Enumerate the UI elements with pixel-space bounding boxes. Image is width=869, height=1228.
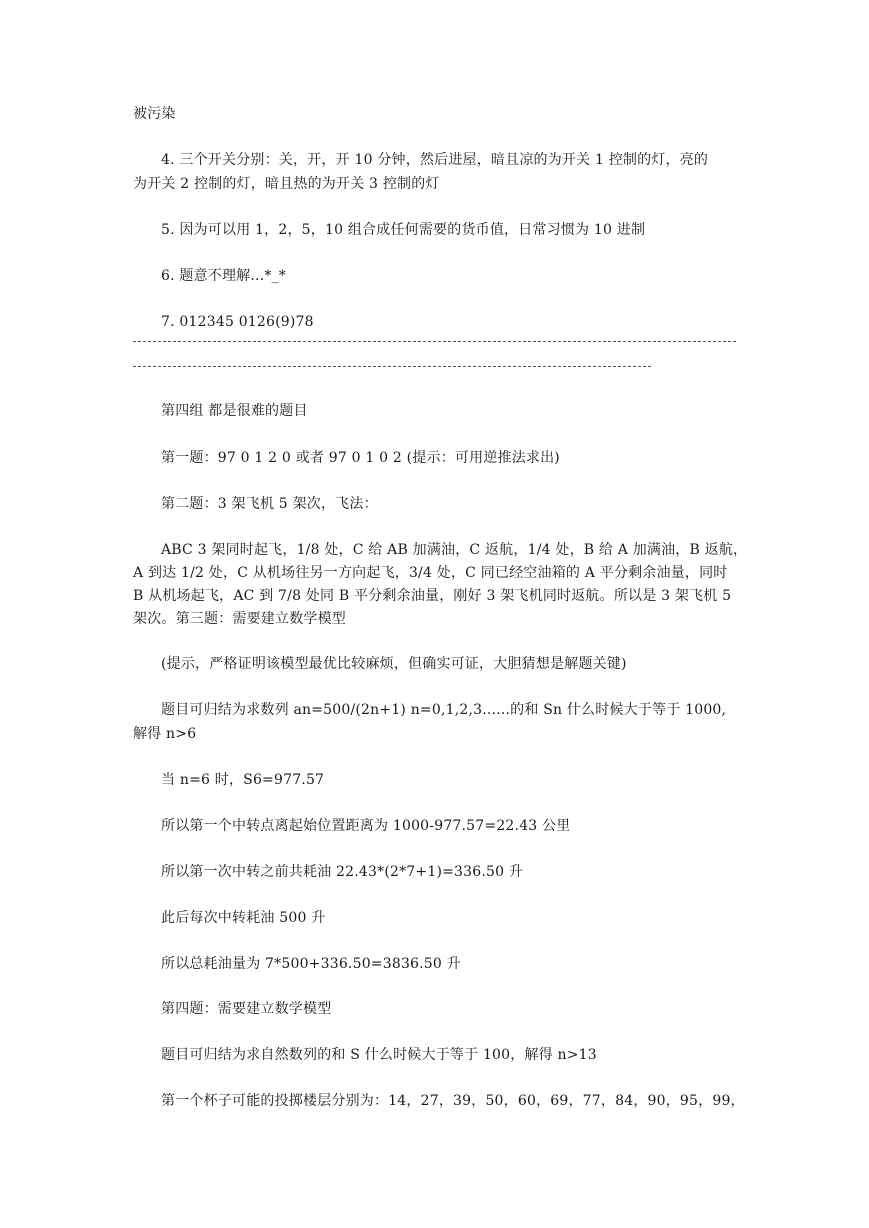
hint-line: (提示，严格证明该模型最优比较麻烦，但确实可证，大胆猜想是解题关键) bbox=[161, 656, 627, 672]
answer-4-line-2: 为开关 2 控制的灯，暗且热的为开关 3 控制的灯 bbox=[133, 176, 440, 192]
text-line: 被污染 bbox=[133, 106, 176, 122]
text-line: 第一个杯子可能的投掷楼层分别为：14，27，39，50，60，69，77，84，90，95，99， bbox=[161, 1093, 745, 1109]
question-2-line-2: A 到达 1/2 处，C 从机场往另一方向起飞，3/4 处，C 同已经空油箱的 A 平分剩余油量，同时 bbox=[133, 565, 728, 581]
text-line: 此后每次中转耗油 500 升 bbox=[161, 910, 326, 926]
text-line: 解得 n>6 bbox=[133, 726, 197, 742]
section-heading: 第四组 都是很难的题目 bbox=[161, 403, 308, 419]
dashed-separator bbox=[133, 341, 736, 342]
text-line: 所以第一次中转之前共耗油 22.43*(2*7+1)=336.50 升 bbox=[161, 864, 524, 880]
text-line: 所以总耗油量为 7*500+336.50=3836.50 升 bbox=[161, 956, 461, 972]
answer-7: 7. 012345 0126(9)78 bbox=[161, 314, 314, 330]
text-line: 题目可归结为求自然数列的和 S 什么时候大于等于 100，解得 n>13 bbox=[161, 1047, 597, 1063]
text-line: 题目可归结为求数列 an=500/(2n+1) n=0,1,2,3......的和 Sn 什么时候大于等于 1000, bbox=[161, 702, 727, 718]
question-1-answer: 第一题：97 0 1 2 0 或者 97 0 1 0 2 (提示：可用逆推法求出) bbox=[161, 450, 560, 466]
answer-6: 6. 题意不理解...*_* bbox=[161, 268, 286, 284]
question-4-heading: 第四题：需要建立数学模型 bbox=[161, 1001, 332, 1017]
text-line: 当 n=6 时，S6=977.57 bbox=[161, 772, 325, 788]
question-2-line-3: B 从机场起飞，AC 到 7/8 处同 B 平分剩余油量，刚好 3 架飞机同时返航。所以是 3 架飞机 5 bbox=[133, 588, 732, 604]
question-2-line-1: ABC 3 架同时起飞，1/8 处，C 给 AB 加满油，C 返航，1/4 处，B 给 A 加满油，B 返航， bbox=[161, 542, 748, 558]
question-2-line-4: 架次。第三题：需要建立数学模型 bbox=[133, 611, 346, 627]
answer-4-line-1: 4. 三个开关分别：关，开，开 10 分钟，然后进屋，暗且凉的为开关 1 控制的灯，亮的 bbox=[161, 152, 709, 168]
question-2-heading: 第二题：3 架飞机 5 架次，飞法： bbox=[161, 496, 378, 512]
answer-5: 5. 因为可以用 1，2，5，10 组合成任何需要的货币值，日常习惯为 10 进制 bbox=[161, 222, 646, 238]
dashed-separator bbox=[133, 366, 651, 367]
text-line: 所以第一个中转点离起始位置距离为 1000-977.57=22.43 公里 bbox=[161, 818, 571, 834]
